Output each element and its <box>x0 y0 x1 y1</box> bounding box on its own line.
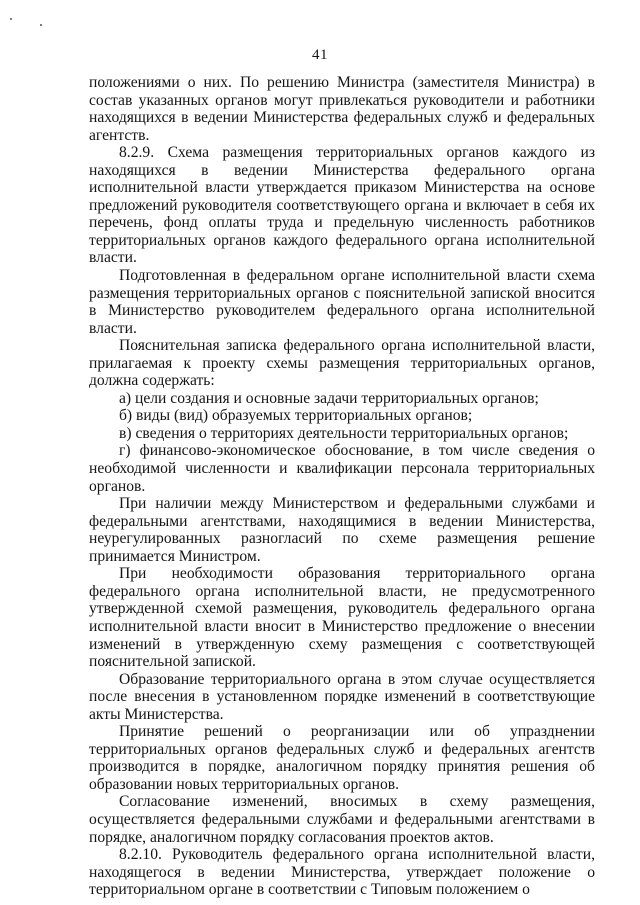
paragraph: положениями о них. По решению Министра (заместителя Министра) в состав указанных органов могут привлекаться руководители и работники находящихся в ведении Министерства федеральных служб и федеральных агентств. <box>89 74 595 144</box>
list-item-a: а) цели создания и основные задачи территориальных органов; <box>119 389 539 407</box>
paragraph: Принятие решений о реорганизации или об упразднении территориальных органов федеральных служб и федеральных агентств производится в порядке, аналогичном порядку принятия решения об образовании новых территориальных органов. <box>89 723 595 793</box>
paragraph: При необходимости образования территориального органа федерального органа исполнительной власти, не предусмотренного утвержденной схемой размещения, руководитель федерального органа исполнительной власти вносит в Министерство предложение о внесении изменений в утвержденную схему размещения с соответствующей пояснительной запиской. <box>89 565 595 671</box>
paragraph: При наличии между Министерством и федеральными службами и федеральными агентствами, находящимися в ведении Министерства, неурегулированных разногласий по схеме размещения решение принимается Министром. <box>89 495 595 565</box>
page-number: 41 <box>312 47 328 63</box>
paragraph: Подготовленная в федеральном органе исполнительной власти схема размещения территориальных органов с пояснительной запиской вносится в Министерство руководителем федерального органа исполнительной власти. <box>89 267 595 337</box>
list-item-b: б) виды (вид) образуемых территориальных органов; <box>119 407 473 425</box>
document-body <box>89 74 595 899</box>
scan-speck <box>10 18 12 20</box>
paragraph-clause-8-2-9: 8.2.9. Схема размещения территориальных органов каждого из находящихся в ведении Министерства федерального органа исполнительной власти утверждается приказом Министерства на основе предложений руководителя соответствующего органа и включает в себя их перечень, фонд оплаты труда и предельную численность работников территориальных органов каждого федерального органа исполнительной власти. <box>89 144 595 267</box>
paragraph: Согласование изменений, вносимых в схему размещения, осуществляется федеральными службами и федеральными агентствами в порядке, аналогичном порядку согласования проектов актов. <box>89 793 595 846</box>
scan-speck <box>40 24 42 26</box>
paragraph: Образование территориального органа в этом случае осуществляется после внесения в установленном порядке изменений в соответствующие акты Министерства. <box>89 670 595 723</box>
paragraph-clause-8-2-10: 8.2.10. Руководитель федерального органа исполнительной власти, находящегося в ведении Министерства, утверждает положение о территориальном органе в соответствии с Типовым положением о <box>89 846 595 899</box>
paragraph: Пояснительная записка федерального органа исполнительной власти, прилагаемая к проекту схемы размещения территориальных органов, должна содержать: <box>89 337 595 390</box>
list-item-g: г) финансово-экономическое обоснование, в том числе сведения о необходимой численности и квалификации персонала территориальных органов. <box>89 442 595 495</box>
list-item-v: в) сведения о территориях деятельности территориальных органов; <box>119 424 569 442</box>
